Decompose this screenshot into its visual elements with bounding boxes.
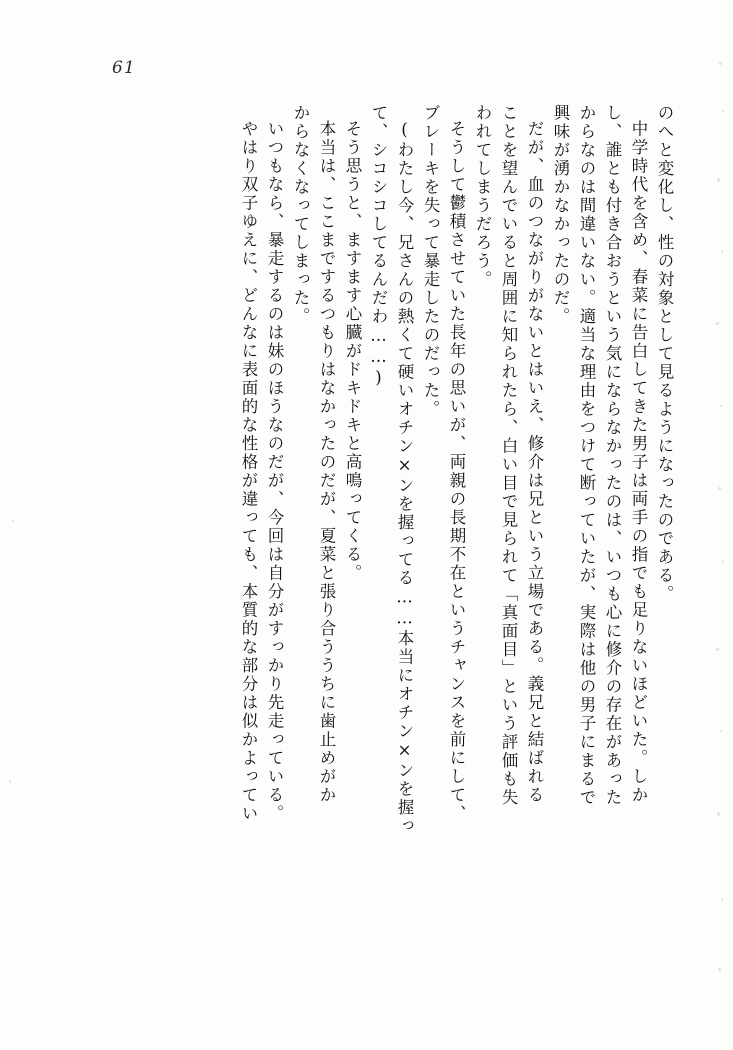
paper-speckle: [716, 322, 719, 325]
text-column: いつもなら、暴走するのは妹のほうなのだが、今回は自分がすっかり先走っている。: [265, 120, 284, 823]
paper-speckle: [720, 405, 722, 407]
text-column: からなくなってしまった。: [291, 104, 310, 326]
text-column: 本当は、ここまでするつもりはなかったのだが、夏菜と張り合ううちに歯止めがか: [317, 120, 336, 805]
paper-speckle: [722, 560, 724, 563]
paper-speckle: [717, 812, 720, 816]
text-column: ことを望んでいると周囲に知られたら、白い目で見られて「真面目」という評価も失: [499, 104, 518, 807]
text-column: し、誰とも付き合おうという気にならなかったのは、いつも心に修介の存在があった: [603, 104, 622, 807]
page-number: 61: [112, 58, 136, 78]
paper-speckle: [718, 487, 721, 490]
paper-speckle: [721, 250, 723, 253]
text-column: やはり双子ゆえに、どんなに表面的な性格が違っても、本質的な部分は似かよってい: [239, 120, 258, 823]
paper-speckle: [719, 62, 722, 65]
paper-speckle: [720, 730, 722, 732]
text-column: て、シコシコしてるんだわ……): [369, 104, 388, 389]
text-column: 興味が湧かなかったのだ。: [551, 104, 570, 326]
text-column: からなのは間違いない。適当な理由をつけて断っていたが、実際は他の男子にまるで: [577, 104, 596, 807]
text-column: われてしまうだろう。: [473, 104, 492, 289]
paper-speckle: [716, 648, 719, 651]
paper-speckle: [722, 110, 724, 112]
paper-speckle: [717, 178, 720, 182]
paper-speckle: [718, 968, 721, 971]
text-column: 中学時代を含め、春菜に告白してきた男子は両手の指でも足りないほどいた。しか: [629, 120, 648, 805]
vertical-text-body: [62, 104, 672, 944]
text-column: のへと変化し、性の対象として見るようになったのである。: [655, 104, 674, 604]
text-column: そうして鬱積させていた長年の思いが、両親の長期不在というチャンスを前にして、: [447, 120, 466, 823]
paper-speckle: [9, 780, 11, 783]
text-column: そう思うと、ますます心臓がドキドキと高鳴ってくる。: [343, 120, 362, 583]
text-column: ブレーキを失って暴走したのだった。: [421, 104, 440, 419]
text-column: だが、血のつながりがないとはいえ、修介は兄という立場である。義兄と結ばれる: [525, 120, 544, 805]
paper-speckle: [721, 898, 723, 901]
paper-speckle: [12, 520, 14, 522]
text-column: (わたし今、兄さんの熱くて硬いオチン×ンを握ってる……本当にオチン×ンを握っ: [395, 120, 414, 836]
